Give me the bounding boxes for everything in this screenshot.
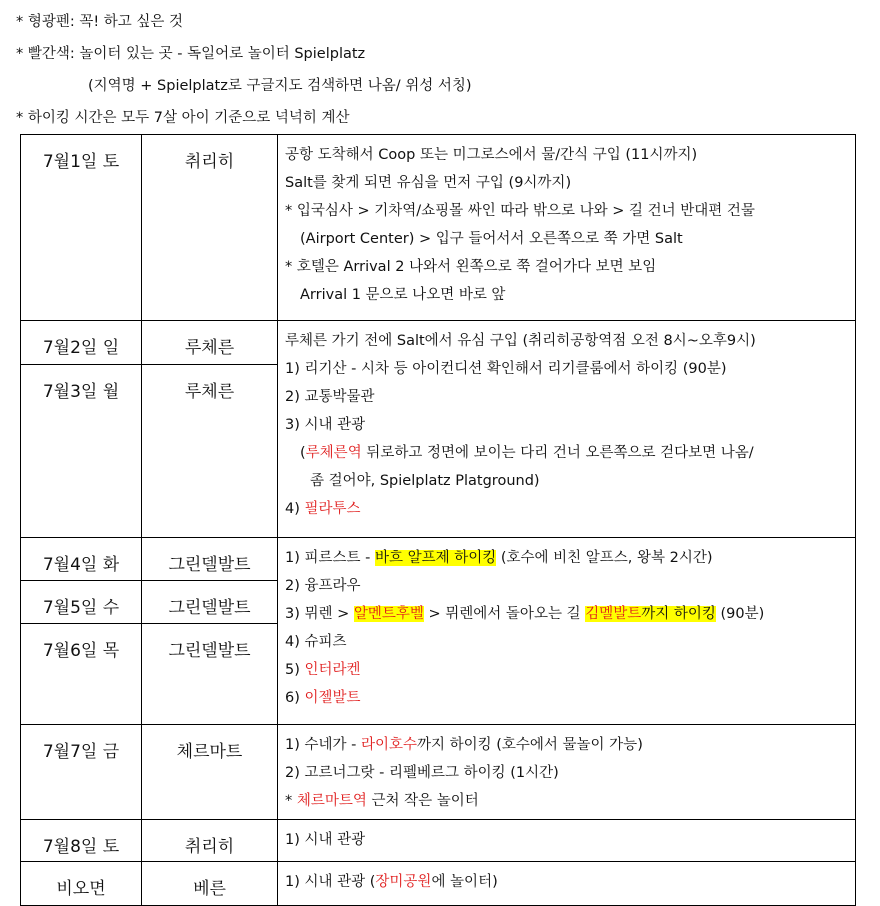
city-cell: 루체른 bbox=[142, 321, 278, 365]
table-row-rainy bbox=[21, 862, 856, 906]
date-cell: 7월5일 수 bbox=[21, 581, 142, 624]
itinerary-table bbox=[20, 134, 856, 906]
note-search-tip: (지역명 + Spielplatz로 구글지도 검색하면 나옴/ 위성 서칭) bbox=[88, 78, 472, 94]
highlighted-activity: 까지 하이킹 bbox=[641, 606, 716, 622]
detail-line: 2) 융프라우 bbox=[285, 578, 361, 594]
city-cell: 그린델발트 bbox=[142, 538, 278, 581]
playground-place: 루체른역 bbox=[305, 445, 362, 461]
playground-place: 체르마트역 bbox=[296, 793, 367, 809]
detail-cell bbox=[278, 321, 856, 538]
detail-cell bbox=[278, 862, 856, 906]
city-cell: 그린델발트 bbox=[142, 624, 278, 725]
detail-line: 1) 시내 관광 bbox=[285, 832, 366, 848]
highlighted-playground: 알멘트후벨 bbox=[353, 606, 424, 622]
detail-line: 4) 슈피츠 bbox=[285, 634, 347, 650]
note-hiking-time: * 하이킹 시간은 모두 7살 아이 기준으로 넉넉히 계산 bbox=[16, 110, 350, 126]
table-row-jul7 bbox=[21, 725, 856, 820]
detail-line: 2) 교통박물관 bbox=[285, 389, 375, 405]
playground-place: 인터라켄 bbox=[304, 662, 361, 678]
playground-place: 라이호수 bbox=[360, 737, 417, 753]
detail-line: (Airport Center) > 입구 들어서서 오른쪽으로 쭉 가면 Salt bbox=[300, 231, 683, 247]
date-cell: 7월7일 금 bbox=[21, 725, 142, 820]
city-cell: 베른 bbox=[142, 862, 278, 906]
city-cell: 그린델발트 bbox=[142, 581, 278, 624]
detail-line: Salt를 찾게 되면 유심을 먼저 구입 (9시까지) bbox=[285, 175, 572, 191]
note-red-legend: * 빨간색: 놀이터 있는 곳 - 독일어로 놀이터 Spielplatz bbox=[16, 46, 366, 62]
date-cell: 7월3일 월 bbox=[21, 365, 142, 538]
note-highlighter-legend: * 형광펜: 꼭! 하고 싶은 것 bbox=[16, 14, 184, 30]
date-cell: 비오면 bbox=[21, 862, 142, 906]
detail-line: 2) 고르너그랏 - 리펠베르그 하이킹 (1시간) bbox=[285, 765, 559, 781]
detail-line: 루체른 가기 전에 Salt에서 유심 구입 (취리히공항역점 오전 8시~오후9시) bbox=[285, 333, 756, 349]
table-row-jul2 bbox=[21, 321, 856, 365]
detail-line: 3) 뮈렌 > 알멘트후벨 > 뮈렌에서 돌아오는 길 김멜발트까지 하이킹 (90분) bbox=[285, 606, 765, 622]
date-cell: 7월2일 일 bbox=[21, 321, 142, 365]
detail-line: (루체른역 뒤로하고 정면에 보이는 다리 건너 오른쪽으로 걷다보면 나옴/ bbox=[300, 445, 754, 461]
playground-place: 필라투스 bbox=[304, 501, 361, 517]
date-cell: 7월6일 목 bbox=[21, 624, 142, 725]
city-cell: 체르마트 bbox=[142, 725, 278, 820]
detail-line: * 체르마트역 근처 작은 놀이터 bbox=[285, 793, 479, 809]
detail-line: 5) 인터라켄 bbox=[285, 662, 361, 678]
detail-line: 4) 필라투스 bbox=[285, 501, 361, 517]
date-cell: 7월8일 토 bbox=[21, 820, 142, 862]
playground-place: 이젤발트 bbox=[304, 690, 361, 706]
date-cell: 7월1일 토 bbox=[21, 135, 142, 321]
highlighted-activity: 바흐 알프제 하이킹 bbox=[374, 550, 497, 566]
city-cell: 취리히 bbox=[142, 135, 278, 321]
detail-line: 6) 이젤발트 bbox=[285, 690, 361, 706]
detail-line: 1) 리기산 - 시차 등 아이컨디션 확인해서 리기클룸에서 하이킹 (90분) bbox=[285, 361, 727, 377]
detail-cell bbox=[278, 538, 856, 725]
table-row-jul4 bbox=[21, 538, 856, 581]
table-row-jul1 bbox=[21, 135, 856, 321]
city-cell: 취리히 bbox=[142, 820, 278, 862]
date-cell: 7월4일 화 bbox=[21, 538, 142, 581]
playground-place: 장미공원 bbox=[375, 874, 432, 890]
detail-line: 1) 시내 관광 (장미공원에 놀이터) bbox=[285, 874, 498, 890]
detail-line: 1) 수네가 - 라이호수까지 하이킹 (호수에서 물놀이 가능) bbox=[285, 737, 643, 753]
detail-line: 1) 피르스트 - 바흐 알프제 하이킹 (호수에 비친 알프스, 왕복 2시간) bbox=[285, 550, 713, 566]
city-cell: 루체른 bbox=[142, 365, 278, 538]
detail-line: * 호텔은 Arrival 2 나와서 왼쪽으로 쭉 걸어가다 보면 보임 bbox=[285, 259, 657, 275]
detail-line: * 입국심사 > 기차역/쇼핑몰 싸인 따라 밖으로 나와 > 길 건너 반대편 건물 bbox=[285, 203, 755, 219]
highlighted-playground: 김멜발트 bbox=[585, 606, 642, 622]
detail-cell bbox=[278, 135, 856, 321]
detail-line: Arrival 1 문으로 나오면 바로 앞 bbox=[300, 287, 506, 303]
detail-line: 좀 걸어야, Spielplatz Platground) bbox=[310, 473, 540, 489]
detail-line: 공항 도착해서 Coop 또는 미그로스에서 물/간식 구입 (11시까지) bbox=[285, 147, 698, 163]
detail-line: 3) 시내 관광 bbox=[285, 417, 366, 433]
detail-cell bbox=[278, 820, 856, 862]
table-row-jul8 bbox=[21, 820, 856, 862]
notes-section bbox=[0, 0, 880, 134]
detail-cell bbox=[278, 725, 856, 820]
